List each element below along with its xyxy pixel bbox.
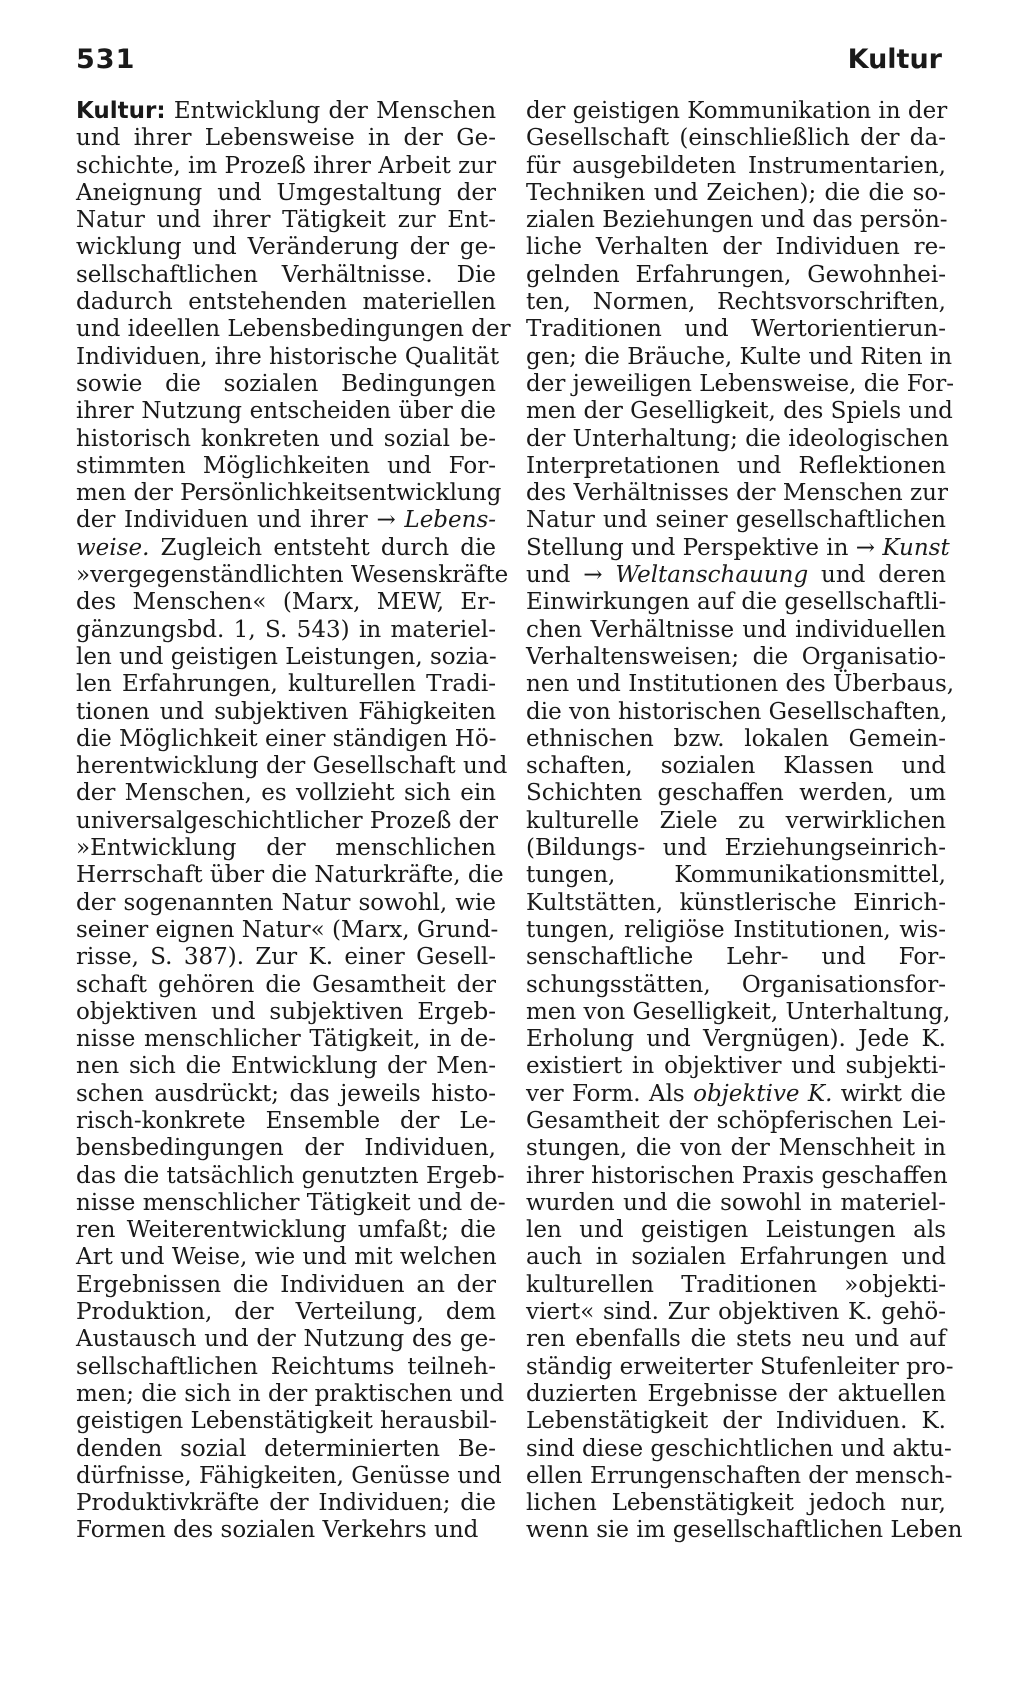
text-line (526, 425, 949, 453)
text-line (526, 1135, 946, 1162)
text-line (76, 125, 496, 152)
text-line (76, 726, 496, 753)
line-text: Stellung und Perspektive in (526, 534, 849, 561)
text-line (76, 1217, 496, 1244)
text-line (526, 289, 946, 316)
line-text: ten, Normen, Rechtsvorschriften, (526, 289, 946, 316)
text-line (76, 999, 496, 1026)
text-line (76, 808, 496, 835)
line-text: das die tatsächlich genutzten Ergeb- (76, 1162, 505, 1189)
cross-reference-link: Weltanschauung (615, 562, 809, 589)
line-text: gen; die Bräuche, Kulte und Riten in (526, 343, 953, 370)
left-column (76, 98, 511, 1545)
text-line (76, 180, 496, 207)
text-line (526, 1435, 952, 1463)
line-text: schen ausdrückt; das jeweils histo- (76, 1080, 496, 1107)
text-line (76, 589, 496, 616)
line-text: und ihrer Lebensweise in der Ge- (76, 125, 496, 152)
text-line (76, 944, 496, 971)
text-line (76, 835, 496, 862)
line-text: sind diese geschichtlichen und aktu- (526, 1435, 952, 1462)
line-text: kulturelle Ziele zu verwirklichen (526, 807, 946, 834)
line-text: universalgeschichtlicher Prozeß der (76, 807, 498, 834)
text-line (526, 944, 946, 971)
entry-lemma: Kultur: (76, 98, 166, 124)
text-line (526, 98, 946, 125)
emphasis-term: objektive K. (693, 1080, 833, 1107)
line-text: die von historischen Gesellschaften, (526, 698, 948, 725)
text-line (76, 890, 496, 917)
line-text: denden sozial determinierten Be- (76, 1435, 496, 1462)
line-text: (Bildungs- und Erziehungseinrich- (526, 835, 946, 862)
line-text: Interpretationen und Reflektionen (526, 452, 946, 479)
text-line (526, 1163, 946, 1190)
text-line (76, 1462, 502, 1490)
line-text: tungen, religiöse Institutionen, wis- (526, 916, 946, 943)
text-line (76, 1081, 496, 1108)
text-line (76, 617, 496, 644)
text-line (526, 699, 946, 726)
line-text: nisse menschlicher Tätigkeit, in de- (76, 1026, 496, 1053)
line-text: Art und Weise, wie und mit welchen (76, 1244, 497, 1271)
text-line (76, 1326, 496, 1353)
text-line (526, 1408, 946, 1435)
text-line (526, 917, 946, 944)
text-line (76, 1189, 506, 1217)
line-text: tungen, Kommunikationsmittel, (526, 862, 946, 889)
text-line (526, 862, 946, 889)
line-text: senschaftliche Lehr- und For- (526, 944, 946, 971)
text-line (76, 916, 499, 944)
line-text: des Verhältnisses der Menschen zur (526, 480, 948, 507)
line-text: len und geistigen Leistungen, sozia- (76, 643, 497, 670)
line-text: Natur und seiner gesellschaftlichen (526, 507, 946, 534)
line-text: »Entwicklung der menschlichen (76, 835, 496, 862)
line-text: wirkt die (840, 1080, 947, 1107)
line-text: Gesellschaft (einschließlich der da- (526, 125, 946, 152)
line-text: geistigen Lebenstätigkeit herausbil- (76, 1408, 498, 1435)
page-number: 531 (76, 44, 136, 75)
line-text: Erholung und Vergnügen). Jede K. (526, 1026, 946, 1053)
text-line (526, 562, 946, 589)
right-column (526, 98, 963, 1545)
text-line (76, 426, 496, 453)
text-line (526, 1081, 946, 1108)
text-line (526, 808, 946, 835)
text-line (76, 972, 496, 999)
text-line (526, 972, 946, 999)
line-text: tionen und subjektiven Fähigkeiten (76, 698, 496, 725)
cross-reference-arrow-icon: → (855, 534, 876, 561)
text-line (76, 262, 496, 289)
line-text: Herrschaft über die Naturkräfte, die (76, 862, 504, 889)
line-text: Entwicklung der Menschen (173, 98, 497, 124)
line-text: und ideellen Lebensbedingungen der (76, 316, 511, 343)
line-text: Schichten geschaffen werden, um (526, 780, 946, 807)
line-text: sellschaftlichen Verhältnisse. Die (76, 261, 496, 288)
text-line (526, 1381, 946, 1408)
line-text: Produktivkräfte der Individuen; die (76, 1490, 496, 1517)
text-line (526, 726, 946, 753)
text-line (526, 671, 955, 698)
text-line (526, 262, 946, 289)
text-line (526, 1490, 946, 1517)
text-line (76, 1244, 496, 1271)
line-text: schungsstätten, Organisationsfor- (526, 971, 946, 998)
text-line (76, 671, 496, 698)
line-text: risse, S. 387). Zur K. einer Gesell- (76, 944, 496, 971)
text-line (76, 480, 502, 507)
text-line (76, 289, 496, 316)
line-text: men von Geselligkeit, Unterhaltung, (526, 998, 951, 1025)
line-text: der sogenannten Natur sowohl, wie (76, 889, 496, 916)
text-line (76, 1517, 496, 1544)
text-line (526, 1053, 946, 1080)
text-line (76, 343, 500, 371)
text-line (76, 1490, 496, 1517)
line-text: ihrer historischen Praxis geschaffen (526, 1162, 948, 1189)
line-text: »vergegenständlichten Wesenskräfte (76, 562, 509, 589)
line-text: zialen Beziehungen und das persön- (526, 207, 948, 234)
line-text: Techniken und Zeichen); die die so- (526, 179, 946, 206)
text-line (526, 1108, 946, 1135)
line-text: des Menschen« (Marx, MEW, Er- (76, 589, 496, 616)
line-text: nen sich die Entwicklung der Men- (76, 1053, 496, 1080)
line-text: ihrer Nutzung entscheiden über die (76, 398, 496, 425)
text-line (76, 234, 496, 261)
text-line (76, 780, 496, 807)
text-line (76, 699, 496, 726)
line-text: historisch konkreten und sozial be- (76, 425, 496, 452)
line-text: ständig erweiterter Stufenleiter pro- (526, 1353, 954, 1380)
text-line (76, 316, 511, 343)
text-line: weise. Zugleich entsteht durch die (76, 534, 496, 561)
line-text: sellschaftlichen Reichtums teilneh- (76, 1353, 496, 1380)
line-text: herentwicklung der Gesellschaft und (76, 753, 508, 780)
line-text: dürfnisse, Fähigkeiten, Genüsse und (76, 1462, 502, 1489)
text-line (526, 370, 955, 398)
line-text: Aneignung und Umgestaltung der (76, 179, 496, 206)
text-line (526, 835, 946, 862)
line-text: ren Weiterentwicklung umfaßt; die (76, 1217, 496, 1244)
line-text: dadurch entstehenden materiellen (76, 289, 496, 316)
line-text: existiert in objektiver und subjekti- (526, 1053, 946, 1080)
line-text: der Individuen und ihrer (76, 507, 368, 534)
text-line (76, 1162, 505, 1190)
running-head: Kultur (847, 44, 942, 75)
text-line (76, 371, 496, 398)
line-text: lichen Lebenstätigkeit jedoch nur, (526, 1490, 946, 1517)
line-text: risch-konkrete Ensemble der Le- (76, 1107, 496, 1134)
line-text: Einwirkungen auf die gesellschaftli- (526, 589, 947, 616)
text-line (526, 180, 946, 207)
line-text: bensbedingungen der Individuen, (76, 1135, 496, 1162)
line-text: Formen des sozialen Verkehrs und (76, 1517, 479, 1544)
line-text: für ausgebildeten Instrumentarien, (526, 152, 946, 179)
line-text: men der Geselligkeit, des Spiels und (526, 398, 953, 425)
text-line (526, 234, 946, 261)
text-line (526, 998, 951, 1026)
line-text: Austausch und der Nutzung des ge- (76, 1326, 496, 1353)
line-text: ethnischen bzw. lokalen Gemein- (526, 725, 946, 752)
line-text: ver Form. Als (526, 1080, 685, 1107)
line-text: der jeweiligen Lebensweise, die For- (526, 370, 955, 397)
line-text: nen und Institutionen des Überbaus, (526, 671, 955, 698)
text-line (76, 1272, 496, 1299)
text-line (526, 1272, 946, 1299)
text-line (526, 1462, 953, 1490)
line-text: wicklung und Veränderung der ge- (76, 234, 496, 261)
text-line (76, 1053, 496, 1080)
text-line (526, 753, 946, 780)
line-text: Lebenstätigkeit der Individuen. K. (526, 1408, 946, 1435)
line-text: men; die sich in der praktischen und (76, 1380, 505, 1407)
line-text: objektiven und subjektiven Ergeb- (76, 998, 496, 1025)
text-line (526, 453, 946, 480)
text-line (526, 1517, 963, 1544)
text-line (526, 1026, 946, 1053)
text-line (76, 1380, 505, 1408)
text-line (526, 534, 950, 562)
text-line (526, 153, 946, 180)
text-line (76, 562, 509, 589)
line-text: men der Persönlichkeitsentwicklung (76, 480, 502, 507)
line-text: schichte, im Prozeß ihrer Arbeit zur (76, 152, 497, 179)
line-text: Individuen, ihre historische Qualität (76, 343, 500, 370)
cross-reference-arrow-icon: → (583, 562, 603, 589)
line-text: Gesamtheit der schöpferischen Lei- (526, 1107, 946, 1134)
line-text: Produktion, der Verteilung, dem (76, 1299, 496, 1326)
line-text: kulturellen Traditionen »objekti- (526, 1271, 946, 1298)
text-line (76, 862, 504, 889)
line-text: Natur und ihrer Tätigkeit zur Ent- (76, 207, 496, 234)
text-line (526, 343, 953, 371)
line-text: stimmten Möglichkeiten und For- (76, 452, 496, 479)
line-text: len und geistigen Leistungen als (526, 1217, 946, 1244)
line-text: und (526, 562, 571, 589)
line-text: ellen Errungenschaften der mensch- (526, 1462, 953, 1489)
line-text: sowie die sozialen Bedingungen (76, 370, 496, 397)
text-line (76, 507, 496, 534)
text-line (526, 1190, 946, 1217)
line-text: schaften, sozialen Klassen und (526, 753, 946, 780)
text-line (526, 644, 946, 671)
text-line (76, 207, 496, 234)
text-line (526, 890, 946, 917)
cross-reference-arrow-icon: → (376, 507, 396, 534)
line-text: liche Verhalten der Individuen re- (526, 234, 946, 261)
line-text: ren ebenfalls die stets neu und auf (526, 1326, 946, 1353)
text-line (76, 398, 496, 425)
line-text: gelnden Erfahrungen, Gewohnhei- (526, 261, 946, 288)
text-line (526, 589, 946, 616)
line-text: der Menschen, es vollzieht sich ein (76, 780, 496, 807)
line-text: nisse menschlicher Tätigkeit und de- (76, 1189, 506, 1216)
text-line (76, 153, 496, 180)
line-text: len Erfahrungen, kulturellen Tradi- (76, 671, 496, 698)
text-line (76, 1436, 496, 1463)
line-text: chen Verhältnisse und individuellen (526, 616, 946, 643)
line-text: seiner eignen Natur« (Marx, Grund- (76, 916, 499, 943)
line-text: und deren (821, 562, 946, 589)
line-text: Verhaltensweisen; die Organisatio- (526, 643, 946, 670)
text-line (526, 507, 946, 534)
text-line (76, 1026, 496, 1053)
text-line (526, 125, 946, 152)
text-line (526, 1244, 946, 1271)
text-line (526, 780, 946, 807)
text-line (76, 1408, 496, 1435)
line-text: der geistigen Kommunikation in der (526, 98, 948, 124)
cross-reference-link: Kunst (882, 534, 950, 561)
line-text: stungen, die von der Menschheit in (526, 1135, 946, 1162)
line-text: Traditionen und Wertorientierun- (526, 316, 946, 343)
text-line (76, 1299, 496, 1326)
text-line (526, 398, 953, 425)
text-line (526, 1353, 954, 1381)
text-line (76, 753, 508, 780)
line-text: wurden und die sowohl in materiel- (526, 1189, 946, 1216)
cross-reference-link: weise. (76, 534, 150, 561)
cross-reference-link: Lebens- (404, 507, 497, 534)
line-text: duzierten Ergebnisse der aktuellen (526, 1380, 946, 1407)
line-text: schaft gehören die Gesamtheit der (76, 971, 496, 998)
text-line (76, 1354, 496, 1381)
text-line (526, 1217, 946, 1244)
line-text: viert« sind. Zur objektiven K. gehö- (526, 1299, 946, 1326)
text-line (76, 98, 496, 125)
text-line (526, 316, 946, 343)
text-line (76, 644, 496, 671)
text-line (526, 1326, 946, 1353)
text-line (76, 1135, 496, 1162)
line-text: auch in sozialen Erfahrungen und (526, 1244, 946, 1271)
line-text: wenn sie im gesellschaftlichen Leben (526, 1517, 963, 1544)
text-line (526, 207, 946, 234)
text-line (526, 1299, 946, 1326)
line-text: gänzungsbd. 1, S. 543) in materiel- (76, 616, 496, 643)
text-line (76, 453, 496, 480)
line-text: die Möglichkeit einer ständigen Hö- (76, 725, 497, 752)
line-text: der Unterhaltung; die ideologischen (526, 425, 949, 452)
line-text: Ergebnissen die Individuen an der (76, 1271, 496, 1298)
text-line (76, 1108, 496, 1135)
line-text: Kultstätten, künstlerische Einrich- (526, 889, 946, 916)
text-line (526, 617, 946, 644)
text-line (526, 480, 946, 507)
